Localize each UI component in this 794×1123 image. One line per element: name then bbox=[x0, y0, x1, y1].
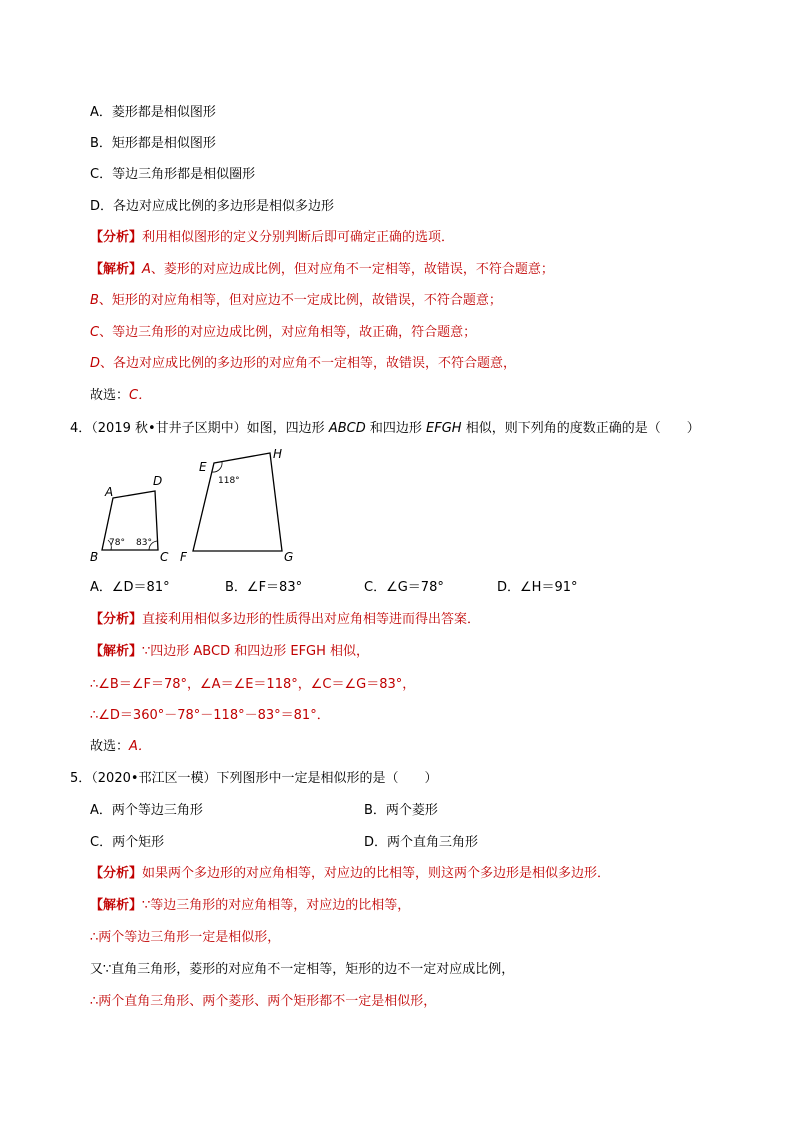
q3-solution-c: C、等边三角形的对应边成比例，对应角相等，故正确，符合题意； bbox=[90, 325, 477, 340]
solution-tag: 【解析】 bbox=[90, 898, 143, 913]
q4-solution-1: 【解析】∵四边形 ABCD 和四边形 EFGH 相似， bbox=[90, 644, 370, 659]
angle-b-label: 78° bbox=[109, 538, 125, 548]
q3-analysis bbox=[90, 229, 454, 247]
q5-option-b: B．两个菱形 bbox=[364, 803, 438, 818]
analysis-tag: 【分析】 bbox=[90, 612, 143, 627]
label-h: H bbox=[273, 447, 283, 461]
q5-option-c: C．两个矩形 bbox=[90, 835, 165, 850]
q3-answer: 故选：C． bbox=[90, 388, 152, 403]
q3-solution-a: 【解析】A、菱形的对应边成比例，但对应角不一定相等，故错误，不符合题意； bbox=[90, 262, 554, 277]
q5-option-a: A．两个等边三角形 bbox=[90, 803, 203, 818]
q5-solution-3: 又∵直角三角形，菱形的对应角不一定相等，矩形的边不一定对应成比例， bbox=[90, 962, 515, 977]
q4-solution-3: ∴∠D＝360°－78°－118°－83°＝81°． bbox=[90, 708, 330, 723]
q4-solution-2: ∴∠B＝∠F＝78°，∠A＝∠E＝118°，∠C＝∠G＝83°， bbox=[90, 677, 416, 692]
solution-tag: 【解析】 bbox=[90, 262, 143, 277]
analysis-tag: 【分析】 bbox=[90, 230, 143, 245]
q3-solution-d: D、各边对应成比例的多边形的对应角不一定相等，故错误，不符合题意， bbox=[90, 356, 517, 371]
q5-solution-2: ∴两个等边三角形一定是相似形， bbox=[90, 930, 281, 945]
label-d: D bbox=[153, 474, 163, 488]
q3-solution-b: B、矩形的对应角相等，但对应边不一定成比例，故错误，不符合题意； bbox=[90, 293, 502, 308]
q3-option-d: D．各边对应成比例的多边形是相似多边形 bbox=[90, 199, 335, 214]
q5-stem: 5．（2020•邗江区一模）下列图形中一定是相似形的是（ ） bbox=[70, 771, 438, 786]
q3-option-a: A．菱形都是相似图形 bbox=[90, 105, 216, 120]
label-c: C bbox=[160, 550, 169, 564]
label-a: A bbox=[105, 485, 114, 499]
q4-option-d: D．∠H＝91° bbox=[497, 580, 578, 595]
label-f: F bbox=[180, 550, 187, 564]
label-e: E bbox=[199, 460, 207, 474]
q5-option-d: D．两个直角三角形 bbox=[364, 835, 479, 850]
q3-option-c: C．等边三角形都是相似圈形 bbox=[90, 167, 256, 182]
angle-e-label: 118° bbox=[218, 476, 240, 486]
label-b: B bbox=[90, 550, 99, 564]
q4-option-a: A．∠D＝81° bbox=[90, 580, 170, 595]
angle-c-label: 83° bbox=[136, 538, 152, 548]
solution-tag: 【解析】 bbox=[90, 644, 143, 659]
q4-answer: 故选：A． bbox=[90, 739, 151, 754]
q5-analysis-text: 如果两个多边形的对应角相等，对应边的比相等，则这两个多边形是相似多边形． bbox=[142, 866, 611, 881]
q5-solution-1: 【解析】∵等边三角形的对应角相等，对应边的比相等， bbox=[90, 898, 411, 913]
q4-analysis-text: 直接利用相似多边形的性质得出对应角相等进而得出答案． bbox=[142, 612, 481, 627]
q4-option-b: B．∠F＝83° bbox=[225, 580, 303, 595]
q4-analysis bbox=[90, 611, 480, 629]
q3-analysis-text: 利用相似图形的定义分别判断后即可确定正确的选项． bbox=[142, 230, 455, 245]
q4-stem: 4．（2019 秋•甘井子区期中）如图，四边形 ABCD 和四边形 EFGH 相似，则下列角的度数正确的是（ ） bbox=[70, 421, 700, 436]
q4-figure bbox=[0, 440, 340, 575]
q4-option-c: C．∠G＝78° bbox=[364, 580, 444, 595]
analysis-tag: 【分析】 bbox=[90, 866, 143, 881]
q5-solution-4: ∴两个直角三角形、两个菱形、两个矩形都不一定是相似形， bbox=[90, 994, 437, 1009]
q3-option-b: B．矩形都是相似图形 bbox=[90, 136, 216, 151]
q5-analysis bbox=[90, 865, 610, 883]
label-g: G bbox=[284, 550, 294, 564]
